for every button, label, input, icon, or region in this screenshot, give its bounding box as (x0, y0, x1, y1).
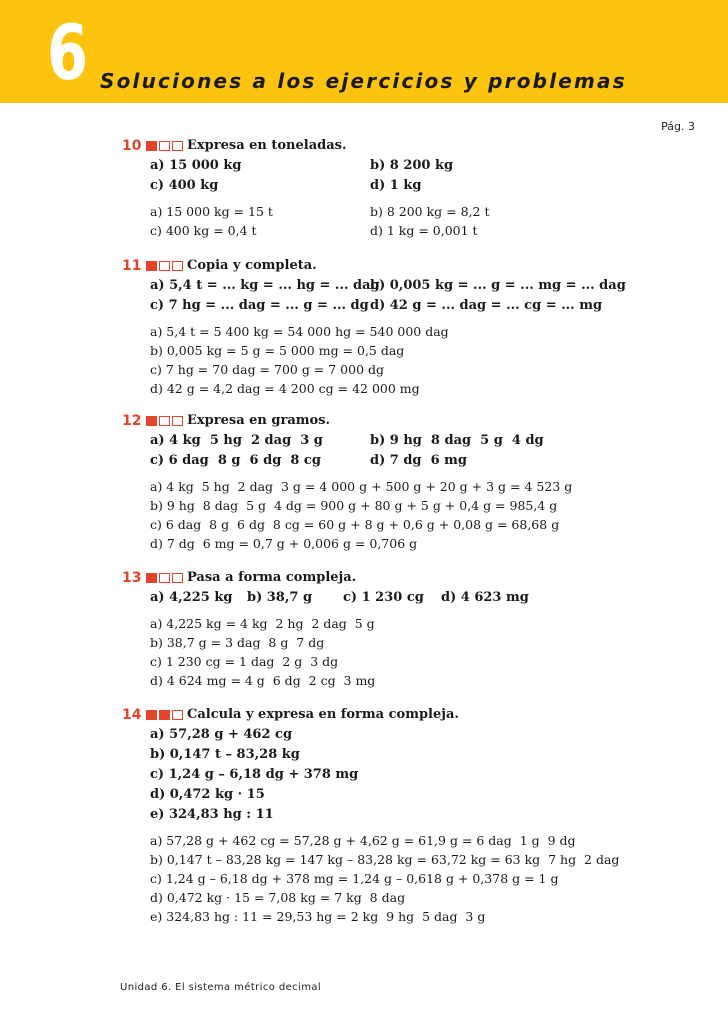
difficulty-square-empty (159, 573, 170, 583)
difficulty-square-filled (146, 710, 157, 720)
header-banner (0, 0, 728, 103)
difficulty-square-filled (146, 573, 157, 583)
answer-a: a) 4,225 kg = 4 kg 2 hg 2 dag 5 g (150, 616, 375, 631)
question-a: a) 4 kg 5 hg 2 dag 3 g (150, 433, 323, 448)
question-c: c) 400 kg (150, 178, 219, 193)
chapter-number: 6 (47, 8, 89, 97)
exercise-title: Copia y completa. (187, 258, 317, 273)
answer-d: d) 4 624 mg = 4 g 6 dg 2 cg 3 mg (150, 673, 376, 688)
answer-d: d) 1 kg = 0,001 t (370, 223, 478, 238)
question-c: c) 1 230 cg (343, 590, 424, 605)
difficulty-square-filled (146, 141, 157, 151)
exercise-title: Pasa a forma compleja. (187, 570, 357, 585)
answer-b: b) 38,7 g = 3 dag 8 g 7 dg (150, 635, 325, 650)
answer-b: b) 8 200 kg = 8,2 t (370, 204, 490, 219)
exercise-title: Calcula y expresa en forma compleja. (187, 707, 459, 722)
question-a: a) 5,4 t = ... kg = ... hg = ... dag (150, 278, 380, 293)
question-b: b) 0,005 kg = ... g = ... mg = ... dag (370, 278, 626, 293)
page-number: Pág. 3 (661, 120, 695, 133)
exercise-title: Expresa en toneladas. (187, 138, 347, 153)
question-d: d) 4 623 mg (441, 590, 529, 605)
question-d: d) 0,472 kg · 15 (150, 787, 265, 802)
question-b: b) 8 200 kg (370, 158, 454, 173)
answer-c: c) 1,24 g – 6,18 dg + 378 mg = 1,24 g – 0,618 g + 0,378 g = 1 g (150, 871, 559, 886)
answer-c: c) 400 kg = 0,4 t (150, 223, 257, 238)
exercise-title: Expresa en gramos. (187, 413, 331, 428)
difficulty-square-empty (159, 141, 170, 151)
page-title: Soluciones a los ejercicios y problemas (100, 69, 627, 93)
difficulty-square-empty (172, 141, 183, 151)
answer-b: b) 9 hg 8 dag 5 g 4 dg = 900 g + 80 g + 5 g + 0,4 g = 985,4 g (150, 498, 558, 513)
answer-c: c) 6 dag 8 g 6 dg 8 cg = 60 g + 8 g + 0,6 g + 0,08 g = 68,68 g (150, 517, 560, 532)
question-b: b) 0,147 t – 83,28 kg (150, 747, 300, 762)
difficulty-squares (146, 141, 185, 151)
difficulty-squares (146, 416, 185, 426)
difficulty-squares (146, 710, 185, 720)
answer-c: c) 7 hg = 70 dag = 700 g = 7 000 dg (150, 362, 385, 377)
exercise-number: 11 (122, 258, 142, 274)
question-b: b) 9 hg 8 dag 5 g 4 dg (370, 433, 544, 448)
answer-d: d) 7 dg 6 mg = 0,7 g + 0,006 g = 0,706 g (150, 536, 418, 551)
question-a: a) 57,28 g + 462 cg (150, 727, 293, 742)
answer-d: d) 42 g = 4,2 dag = 4 200 cg = 42 000 mg (150, 381, 420, 396)
difficulty-square-filled (159, 710, 170, 720)
answer-b: b) 0,005 kg = 5 g = 5 000 mg = 0,5 dag (150, 343, 405, 358)
question-a: a) 15 000 kg (150, 158, 242, 173)
difficulty-square-empty (159, 416, 170, 426)
difficulty-square-filled (146, 416, 157, 426)
answer-c: c) 1 230 cg = 1 dag 2 g 3 dg (150, 654, 339, 669)
difficulty-square-empty (172, 416, 183, 426)
difficulty-squares (146, 573, 185, 583)
exercise-number: 13 (122, 570, 142, 586)
answer-b: b) 0,147 t – 83,28 kg = 147 kg – 83,28 kg = 63,72 kg = 63 kg 7 hg 2 dag (150, 852, 620, 867)
question-c: c) 7 hg = ... dag = ... g = ... dg (150, 298, 369, 313)
question-c: c) 6 dag 8 g 6 dg 8 cg (150, 453, 321, 468)
question-d: d) 7 dg 6 mg (370, 453, 467, 468)
difficulty-square-filled (146, 261, 157, 271)
answer-a: a) 15 000 kg = 15 t (150, 204, 273, 219)
question-d: d) 42 g = ... dag = ... cg = ... mg (370, 298, 603, 313)
difficulty-square-empty (159, 261, 170, 271)
question-e: e) 324,83 hg : 11 (150, 807, 274, 822)
difficulty-square-empty (172, 573, 183, 583)
exercise-number: 10 (122, 138, 142, 154)
difficulty-square-empty (172, 710, 183, 720)
answer-d: d) 0,472 kg · 15 = 7,08 kg = 7 kg 8 dag (150, 890, 406, 905)
question-c: c) 1,24 g – 6,18 dg + 378 mg (150, 767, 359, 782)
difficulty-square-empty (172, 261, 183, 271)
question-d: d) 1 kg (370, 178, 422, 193)
answer-a: a) 4 kg 5 hg 2 dag 3 g = 4 000 g + 500 g + 20 g + 3 g = 4 523 g (150, 479, 573, 494)
question-a: a) 4,225 kg (150, 590, 233, 605)
exercise-number: 12 (122, 413, 142, 429)
answer-e: e) 324,83 hg : 11 = 29,53 hg = 2 kg 9 hg 5 dag 3 g (150, 909, 486, 924)
question-b: b) 38,7 g (247, 590, 313, 605)
footer-unit-label: Unidad 6. El sistema métrico decimal (120, 982, 322, 993)
exercise-number: 14 (122, 707, 142, 723)
answer-a: a) 57,28 g + 462 cg = 57,28 g + 4,62 g = 61,9 g = 6 dag 1 g 9 dg (150, 833, 576, 848)
answer-a: a) 5,4 t = 5 400 kg = 54 000 hg = 540 000 dag (150, 324, 449, 339)
difficulty-squares (146, 261, 185, 271)
